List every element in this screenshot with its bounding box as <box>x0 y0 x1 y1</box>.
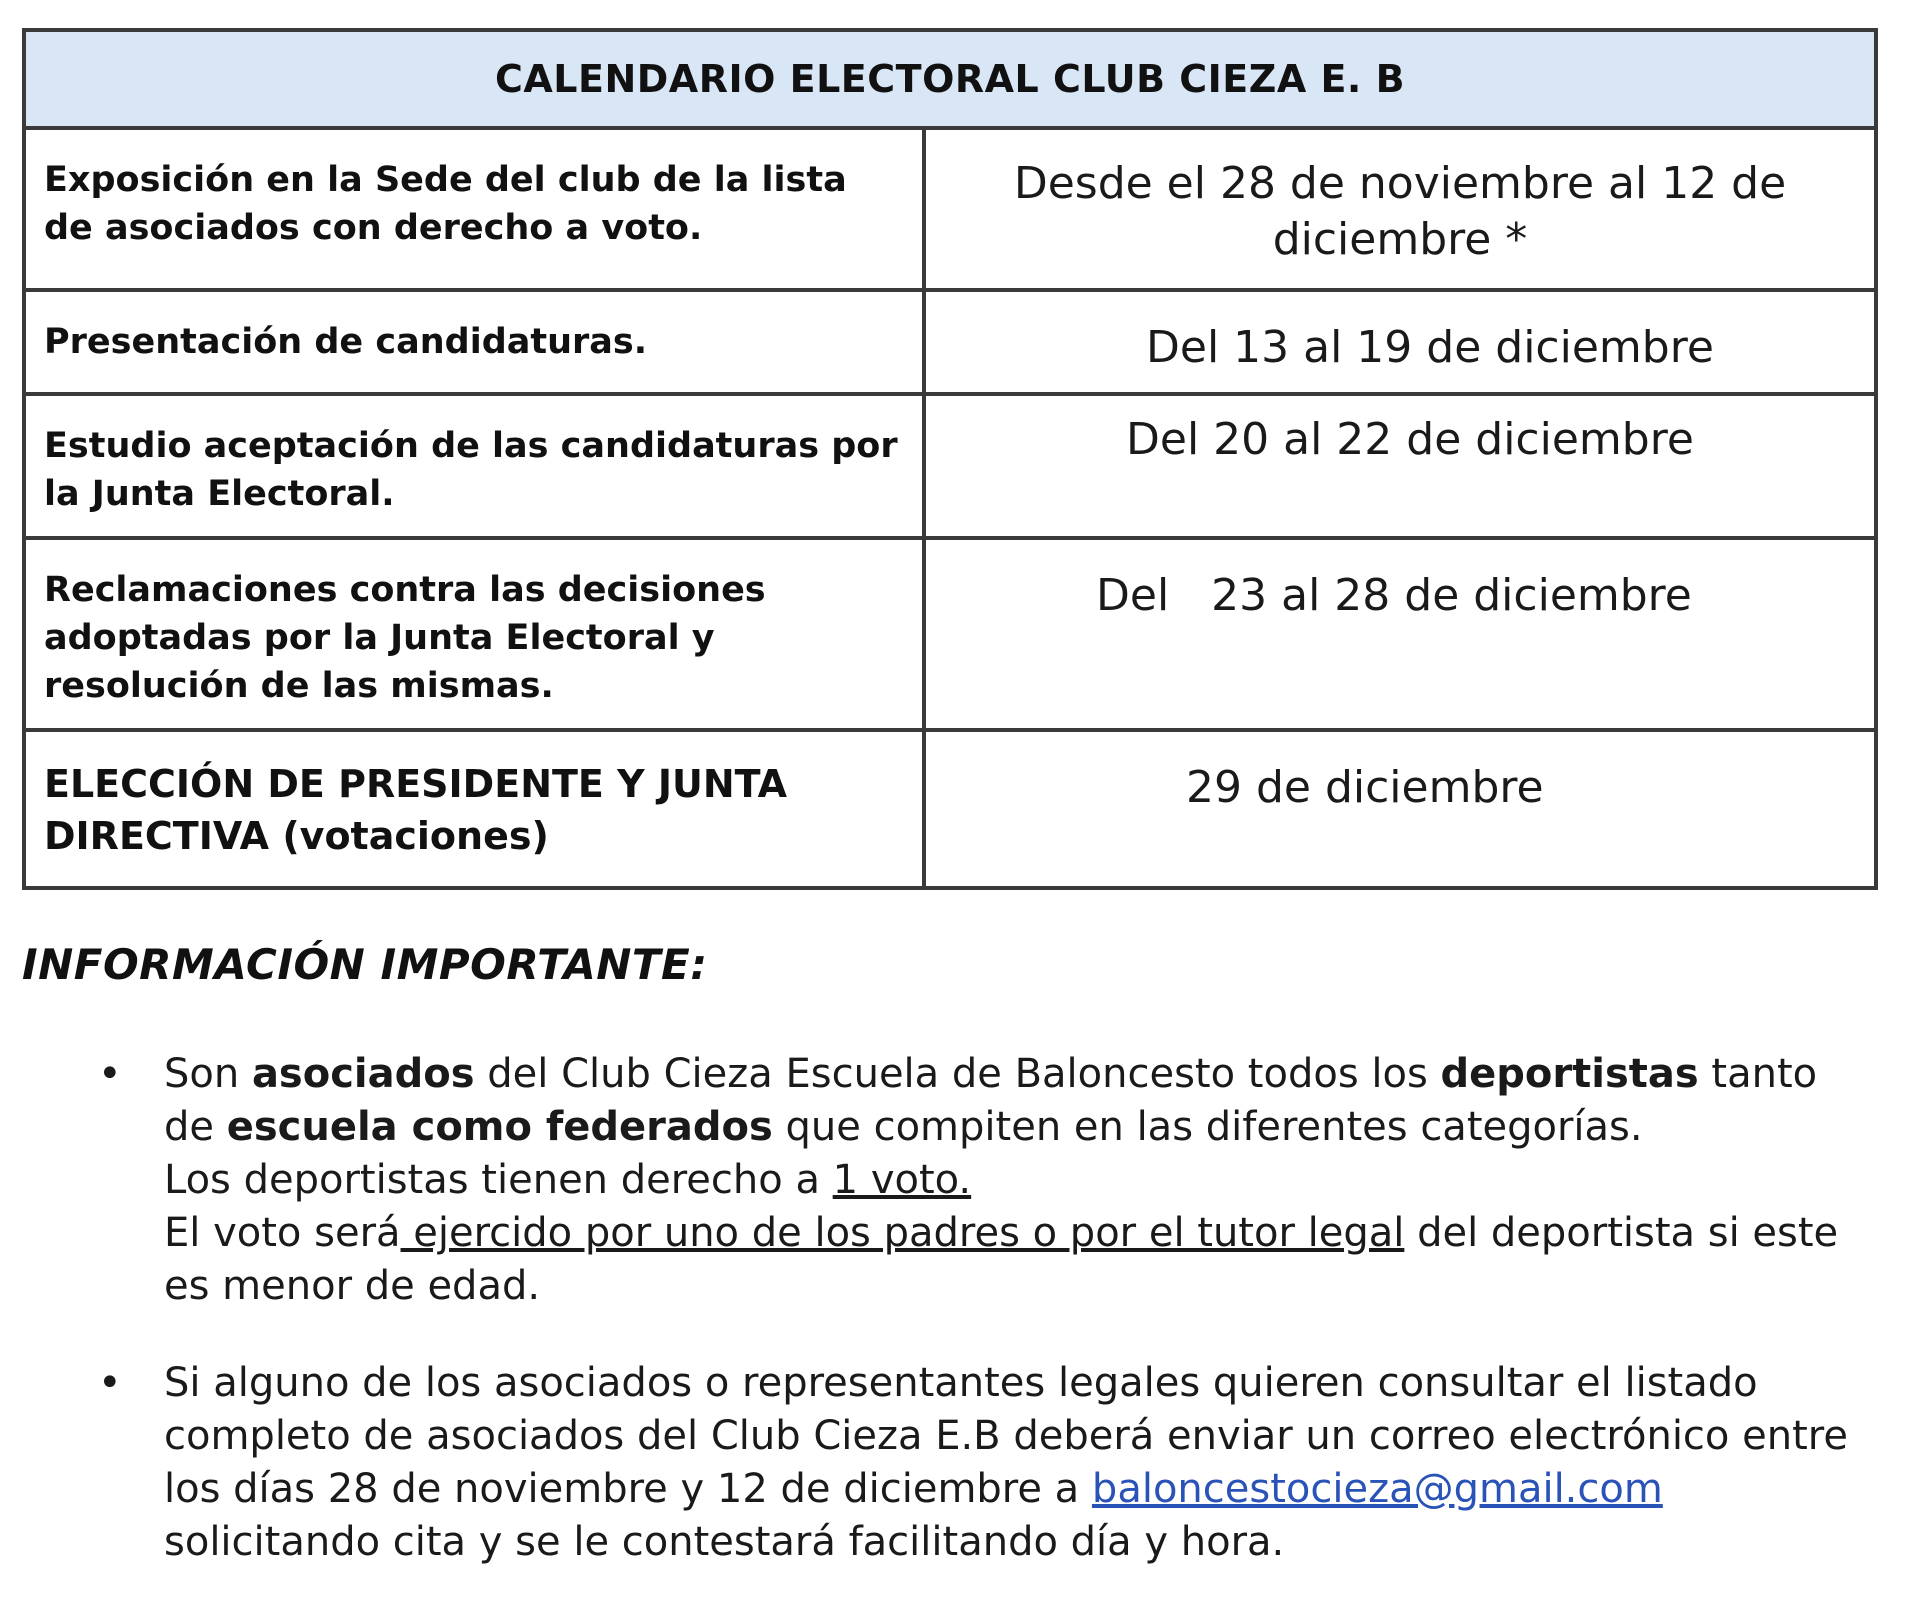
text: Son <box>164 1051 252 1097</box>
document-page <box>22 28 1872 1565</box>
text: Si alguno de los asociados o representantes legales quieren consultar el listado completo de asociados del Club Cieza E.B deberá enviar un correo electrónico entre los días 28 de noviembre y 12 de diciembre a <box>164 1360 1848 1512</box>
bullet-icon: • <box>98 1051 122 1097</box>
row-date: Del 13 al 19 de diciembre <box>924 290 1876 394</box>
table-title: CALENDARIO ELECTORAL CLUB CIEZA E. B <box>24 30 1876 128</box>
info-item-associates <box>22 1048 1872 1313</box>
row-date: Del 23 al 28 de diciembre <box>924 538 1876 730</box>
text: Los deportistas tienen derecho a <box>164 1157 833 1203</box>
table-row <box>24 730 1876 888</box>
bold-text: deportistas <box>1440 1051 1699 1097</box>
table-row <box>24 394 1876 538</box>
text: del Club Cieza Escuela de Baloncesto todos los <box>474 1051 1441 1097</box>
electoral-calendar-table <box>22 28 1878 890</box>
bold-text: escuela como federados <box>226 1104 773 1150</box>
table-row <box>24 538 1876 730</box>
row-date: 29 de diciembre <box>924 730 1876 888</box>
row-label: Estudio aceptación de las candidaturas por la Junta Electoral. <box>24 394 924 538</box>
underlined-text: ejercido por uno de los padres o por el tutor legal <box>400 1210 1405 1256</box>
table-row <box>24 128 1876 290</box>
bullet-icon: • <box>98 1360 122 1406</box>
row-date: Del 20 al 22 de diciembre <box>924 394 1876 538</box>
info-heading: INFORMACIÓN IMPORTANTE: <box>22 940 708 989</box>
row-label: Presentación de candidaturas. <box>24 290 924 394</box>
row-label: Reclamaciones contra las decisiones adoptadas por la Junta Electoral y resolución de las mismas. <box>24 538 924 730</box>
info-list <box>22 1048 1872 1569</box>
bold-text: asociados <box>251 1051 475 1097</box>
text: solicitando cita y se le contestará facilitando día y hora. <box>164 1519 1285 1565</box>
row-label: Exposición en la Sede del club de la lista de asociados con derecho a voto. <box>24 128 924 290</box>
email-link[interactable]: baloncestocieza@gmail.com <box>1091 1466 1663 1512</box>
text: del deportista si este es menor de edad. <box>164 1210 1839 1309</box>
underlined-text: 1 voto. <box>832 1157 972 1203</box>
text: tanto de <box>164 1051 1818 1150</box>
row-date: Desde el 28 de noviembre al 12 de diciembre * <box>924 128 1876 290</box>
text: que compiten en las diferentes categorías. <box>772 1104 1643 1150</box>
row-label: ELECCIÓN DE PRESIDENTE Y JUNTA DIRECTIVA (votaciones) <box>24 730 924 888</box>
text: El voto será <box>164 1210 401 1256</box>
info-item-consult-list <box>22 1357 1872 1569</box>
table-row <box>24 290 1876 394</box>
